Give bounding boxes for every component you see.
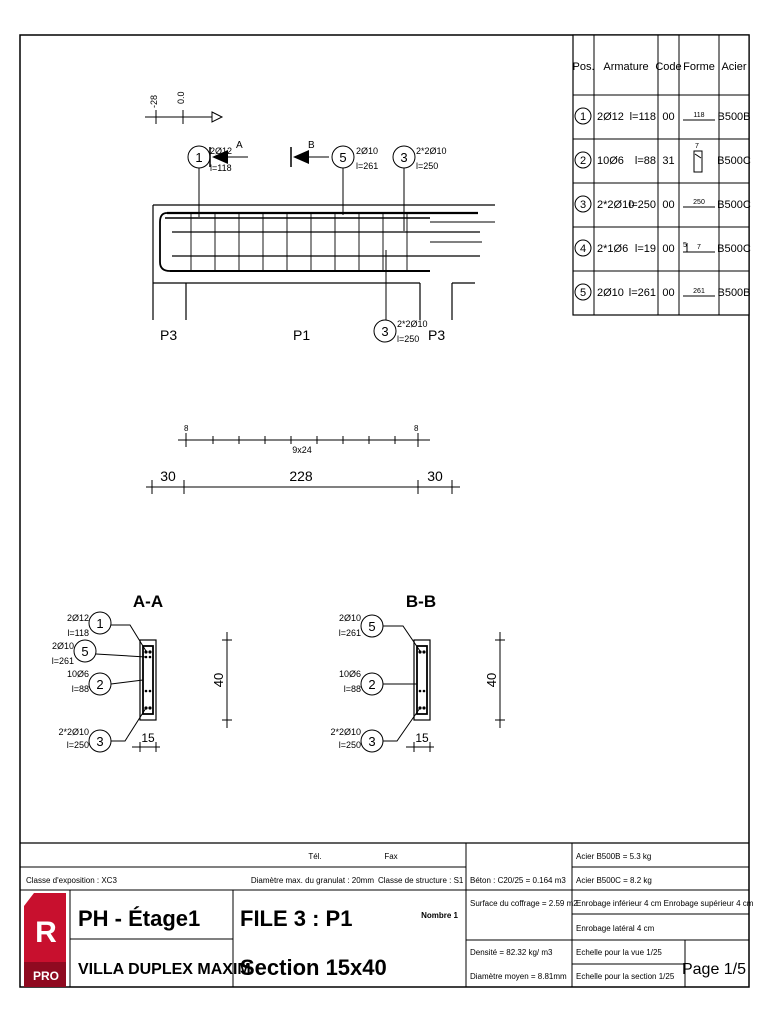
- section-bb-title: B-B: [405, 592, 437, 611]
- stirrup-edge-right: 8: [414, 424, 419, 433]
- exposure-class: Classe d'exposition : XC3: [26, 876, 117, 885]
- logo-badge: PRO: [32, 969, 60, 983]
- formwork-area: Surface du coffrage = 2.59 m2: [470, 899, 578, 908]
- view-scale: Echelle pour la vue 1/25: [576, 948, 662, 957]
- row-shape-extra: 5: [683, 242, 687, 249]
- row-code: 31: [662, 155, 675, 167]
- row-armature: 10Ø6: [597, 155, 624, 167]
- row-shape-label: 7: [697, 244, 701, 251]
- callout-bar-length: l=118: [210, 163, 232, 173]
- callout-bar-spec: 2*2Ø10: [416, 146, 447, 156]
- callout-2: [67, 669, 143, 695]
- callout-bar-length: l=250: [397, 334, 420, 344]
- callout-bar-length: l=118: [67, 628, 89, 638]
- structure-class: Classe de structure : S1: [378, 876, 464, 885]
- element-name: FILE 3 : P1: [240, 906, 353, 931]
- callout-1: [67, 612, 146, 651]
- steel-b500b-weight: Acier B500B = 5.3 kg: [576, 852, 652, 861]
- section-aa-title: A-A: [132, 592, 164, 611]
- concrete-cover-lateral: Enrobage latéral 4 cm: [576, 924, 655, 933]
- row-code: 00: [662, 199, 675, 211]
- callout-number: 1: [96, 616, 104, 631]
- row-code: 00: [662, 243, 675, 255]
- callout-bar-spec: 2Ø10: [51, 641, 74, 651]
- stirrup-spacing-dimension: [178, 424, 430, 455]
- table-header-code: Code: [655, 61, 682, 73]
- dim-span-label: 228: [289, 468, 313, 484]
- row-armature: 2*2Ø10: [597, 199, 635, 211]
- length-dimension: [146, 468, 460, 494]
- row-armature: 2Ø10: [597, 287, 624, 299]
- row-pos: 3: [579, 199, 587, 211]
- row-shape-label: 7: [695, 143, 699, 150]
- callout-bar-length: l=261: [338, 628, 361, 638]
- section-width-label: 15: [415, 731, 429, 745]
- section-b-b: [330, 592, 505, 752]
- project-name: VILLA DUPLEX MAXIM: [78, 961, 251, 978]
- callout-bar-length: l=88: [71, 684, 89, 694]
- callout-number: 3: [381, 324, 389, 339]
- row-length: l=261: [628, 287, 656, 299]
- row-steel: B500C: [717, 199, 751, 211]
- callout-number: 5: [339, 150, 347, 165]
- row-steel: B500C: [717, 243, 751, 255]
- callout-bar-spec: 2Ø10: [338, 613, 361, 623]
- callout-number: 5: [81, 644, 89, 659]
- callout-3: [58, 708, 146, 752]
- callout-number: 2: [96, 677, 104, 692]
- callout-5: [52, 640, 146, 666]
- callout-number: 2: [368, 677, 376, 692]
- rebar-schedule-table: [572, 35, 750, 315]
- beam-label: P1: [293, 327, 311, 343]
- callout-bar-spec: 2Ø12: [66, 613, 89, 623]
- element-count: Nombre 1: [421, 911, 458, 920]
- density-value: Densité = 82.32 kg/ m3: [470, 948, 553, 957]
- callout-2: [339, 669, 417, 695]
- callout-number: 5: [368, 619, 376, 634]
- dim-left-label: 30: [160, 468, 176, 484]
- support-left-label: P3: [160, 327, 178, 343]
- mean-diameter-value: Diamètre moyen = 8.81mm: [470, 972, 567, 981]
- callout-bar-length: l=250: [338, 740, 361, 750]
- row-length: l=118: [629, 111, 656, 123]
- beam-elevation: [145, 91, 495, 344]
- callout-3: [330, 708, 420, 752]
- section-aa-width-dim: [132, 731, 160, 752]
- row-code: 00: [662, 287, 675, 299]
- table-row: [575, 108, 751, 124]
- logo-letter: R: [35, 916, 57, 949]
- row-pos: 1: [579, 111, 587, 123]
- concrete-volume: Béton : C20/25 = 0.164 m3: [470, 876, 566, 885]
- section-b-label: B: [308, 140, 315, 151]
- callout-bar-spec: 2*2Ø10: [397, 319, 428, 329]
- callout-bar-length: l=261: [356, 161, 379, 171]
- callout-number: 3: [368, 734, 376, 749]
- callout-bar-spec: 2Ø12: [210, 146, 233, 156]
- table-row: [575, 196, 751, 212]
- row-pos: 2: [579, 155, 587, 167]
- row-steel: B500B: [717, 111, 751, 123]
- callout-bar-spec: 10Ø6: [338, 669, 361, 679]
- row-length: l=19: [634, 243, 656, 255]
- support-right-label: P3: [428, 327, 446, 343]
- table-row: [575, 240, 751, 256]
- row-shape-label: 118: [693, 112, 705, 119]
- dim-right-label: 30: [427, 468, 443, 484]
- section-height-label: 40: [484, 672, 499, 688]
- callout-bar-spec: 2*2Ø10: [58, 727, 89, 737]
- section-scale: Echelle pour la section 1/25: [576, 972, 675, 981]
- section-cut-b: [291, 140, 329, 167]
- steel-b500c-weight: Acier B500C = 8.2 kg: [576, 876, 652, 885]
- callout-bar-spec: 10Ø6: [66, 669, 89, 679]
- concrete-cover-main: Enrobage inférieur 4 cm Enrobage supérieur 4 cm: [576, 899, 754, 908]
- row-pos: 5: [579, 287, 587, 299]
- section-a-label: A: [236, 140, 243, 151]
- section-bb-height-dim: [484, 632, 505, 728]
- revit-pro-logo: [24, 893, 66, 987]
- row-steel: B500C: [717, 155, 751, 167]
- level-dim-bottom: 0.0: [176, 91, 186, 104]
- callout-bar-length: l=250: [66, 740, 89, 750]
- row-armature: 2*1Ø6: [597, 243, 629, 255]
- callout-bar-length: l=88: [343, 684, 361, 694]
- section-width-label: 15: [141, 731, 155, 745]
- table-header-acier: Acier: [721, 61, 747, 73]
- callout-bar-spec: 2*2Ø10: [330, 727, 361, 737]
- row-steel: B500B: [717, 287, 751, 299]
- row-shape-label: 250: [693, 199, 705, 206]
- fax-label: Fax: [384, 852, 398, 861]
- table-header-forme: Forme: [683, 61, 715, 73]
- section-a-a: [52, 592, 232, 752]
- row-armature: 2Ø12: [597, 111, 624, 123]
- level-marker: [145, 91, 222, 124]
- row-pos: 4: [579, 243, 587, 255]
- page-number: Page 1/5: [681, 961, 747, 978]
- table-row: [575, 284, 751, 300]
- stirrup-spacing-label: 9x24: [292, 445, 312, 455]
- callout-bar-length: l=250: [416, 161, 439, 171]
- callout-5: [339, 613, 420, 651]
- section-bb-width-dim: [406, 731, 434, 752]
- table-header-armature: Armature: [603, 61, 649, 73]
- table-header-pos: Pos.: [572, 61, 595, 73]
- callout-bar-length: l=261: [51, 656, 74, 666]
- section-height-label: 40: [211, 672, 226, 688]
- stirrups: [191, 213, 407, 271]
- row-code: 00: [662, 111, 675, 123]
- section-size: Section 15x40: [240, 955, 387, 980]
- stirrup-edge-left: 8: [184, 424, 189, 433]
- row-length: l=88: [634, 155, 656, 167]
- callout-bar-spec: 2Ø10: [356, 146, 379, 156]
- callout-number: 3: [96, 734, 104, 749]
- callout-number: 3: [400, 150, 408, 165]
- section-aa-height-dim: [211, 632, 232, 728]
- row-shape-label: 261: [693, 288, 705, 295]
- level-dim-top: -28: [149, 94, 159, 108]
- tel-label: Tél.: [308, 852, 322, 861]
- title-block: [20, 843, 754, 987]
- callout-number: 1: [195, 150, 203, 165]
- aggregate-size: Diamètre max. du granulat : 20mm: [250, 876, 374, 885]
- level-name: PH - Étage1: [78, 906, 201, 931]
- row-length: l=250: [628, 199, 656, 211]
